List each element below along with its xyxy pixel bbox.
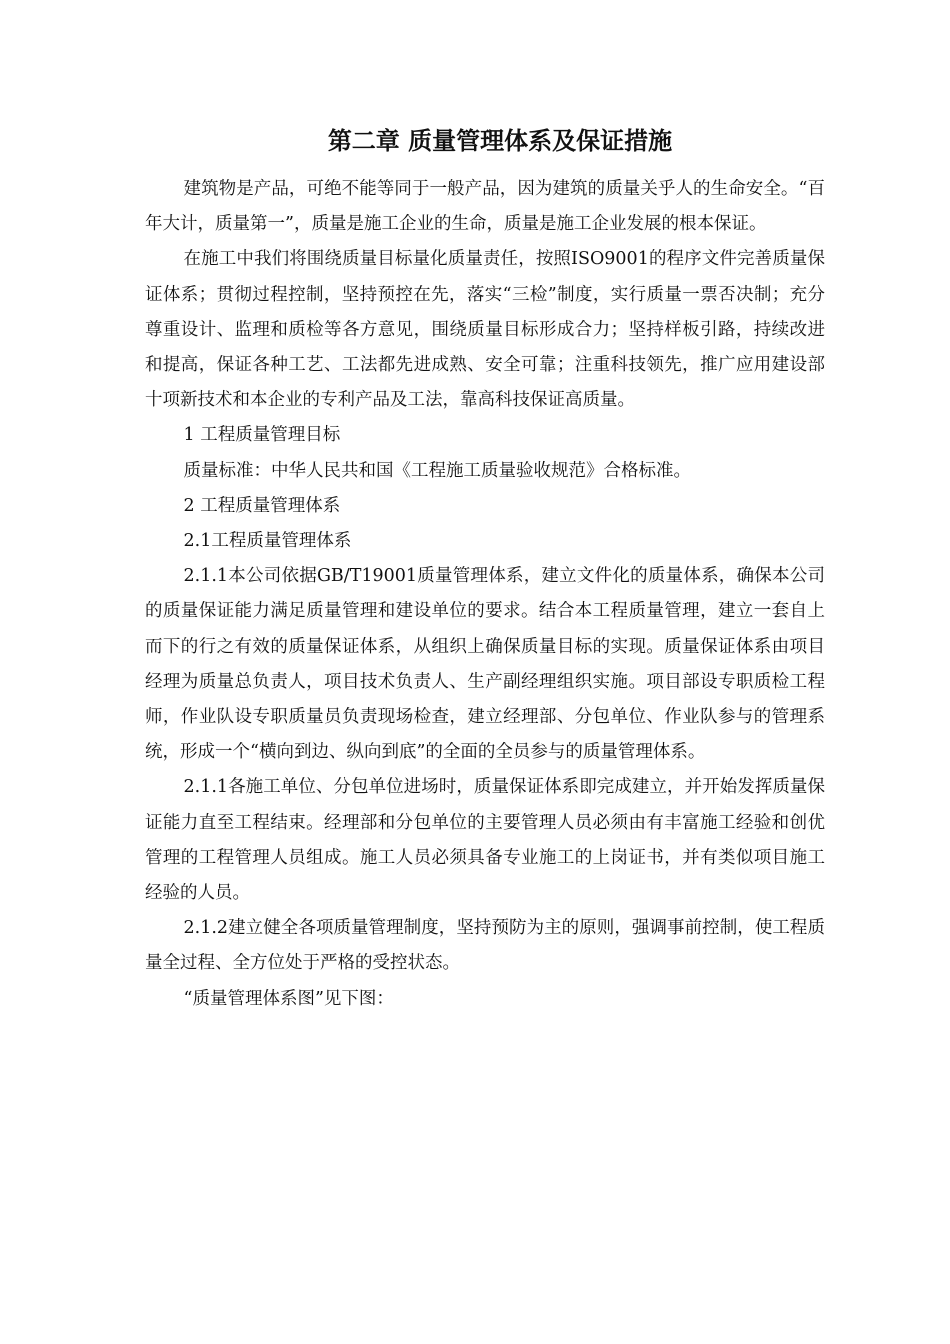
paragraph-management-rules: 2.1.2建立健全各项质量管理制度，坚持预防为主的原则，强调事前控制，使工程质量全过程、全方位处于严格的受控状态。 xyxy=(145,918,825,974)
paragraph-figure-reference: “质量管理体系图”见下图： xyxy=(183,988,394,1009)
subheading-quality-system: 2.1工程质量管理体系 xyxy=(183,531,352,552)
paragraph-system-establishment: 2.1.1各施工单位、分包单位进场时，质量保证体系即完成建立，并开始发挥质量保证能力直至工程结束。经理部和分包单位的主要管理人员必须由有丰富施工经验和创优管理的工程管理人员组成。施工人员必须具备专业施工的上岗证书，并有类似项目施工经验的人员。 xyxy=(145,777,825,904)
heading-quality-goal: 1 工程质量管理目标 xyxy=(183,425,341,446)
heading-quality-system: 2 工程质量管理体系 xyxy=(183,495,341,516)
paragraph-construction-approach: 在施工中我们将围绕质量目标量化质量责任，按照ISO9001的程序文件完善质量保证体系；贯彻过程控制，坚持预控在先，落实“三检”制度，实行质量一票否决制；充分尊重设计、监理和质检等各方意见，围绕质量目标形成合力；坚持样板引路，持续改进和提高，保证各种工艺、工法都先进成熟、安全可靠；注重科技领先，推广应用建设部十项新技术和本企业的专利产品及工法，靠高科技保证高质量。 xyxy=(145,249,825,411)
paragraph-system-basis: 2.1.1本公司依据GB/T19001质量管理体系，建立文件化的质量体系，确保本公司的质量保证能力满足质量管理和建设单位的要求。结合本工程质量管理，建立一套自上而下的行之有效的质量保证体系，从组织上确保质量目标的实现。质量保证体系由项目经理为质量总负责人，项目技术负责人、生产副经理组织实施。项目部设专职质检工程师，作业队设专职质量员负责现场检查，建立经理部、分包单位、作业队参与的管理系统，形成一个“横向到边、纵向到底”的全面的全员参与的质量管理体系。 xyxy=(145,566,825,763)
paragraph-quality-standard: 质量标准：中华人民共和国《工程施工质量验收规范》合格标准。 xyxy=(183,460,691,481)
chapter-title: 第二章 质量管理体系及保证措施 xyxy=(327,126,673,155)
document-body xyxy=(145,172,825,1017)
paragraph-intro: 建筑物是产品，可绝不能等同于一般产品，因为建筑的质量关乎人的生命安全。“百年大计，质量第一”，质量是施工企业的生命，质量是施工企业发展的根本保证。 xyxy=(145,179,825,235)
